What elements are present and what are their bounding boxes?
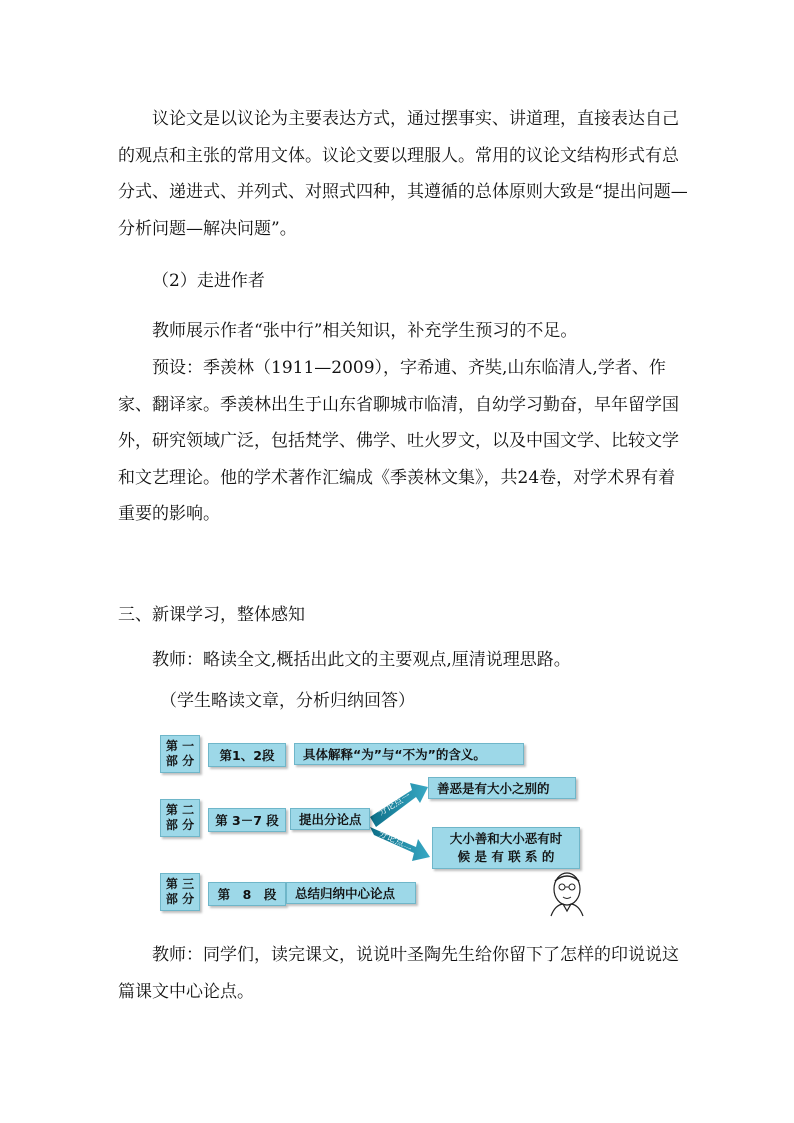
section3-teacher-line: 教师：略读全文,概括出此文的主要观点,厘清说理思路。 — [152, 650, 571, 670]
author-heading: （2）走进作者 — [152, 271, 265, 291]
part2-label: 第 二 部 分 — [160, 799, 200, 837]
part1-label: 第 一 部 分 — [160, 735, 200, 773]
part2-segment: 第 3－7 段 — [208, 808, 286, 832]
part2-statement: 提出分论点 — [290, 808, 370, 830]
structure-diagram — [160, 735, 600, 925]
arrow1-label: 分论点一 — [376, 791, 413, 819]
part1-statement: 具体解释“为”与“不为”的含义。 — [294, 743, 524, 765]
author-portrait-sketch — [543, 869, 591, 917]
part3-label: 第 三 部 分 — [160, 873, 200, 911]
sub-point-1: 善恶是有大小之别的 — [428, 777, 576, 799]
part3-segment: 第 8 段 — [208, 882, 286, 906]
closing-paragraph: 教师：同学们，读完课文，说说叶圣陶先生给你留下了怎样的印说说这篇课文中心论点。 — [118, 945, 679, 1002]
preset-paragraph: 预设：季羡林（1911—2009），字希逋、齐奘,山东临清人,学者、作家、翻译家。季羡林出生于山东省聊城市临清，自幼学习勤奋，早年留学国外，研究领域广泛，包括梵学、佛学、吐火罗文，以及中国文学、比较文学和文艺理论。他的学术著作汇编成《季羡林文集》，共24卷，对学术界有着重要的影响。 — [118, 358, 679, 524]
part1-segment: 第1、2段 — [208, 743, 286, 767]
sub-point-2: 大小善和大小恶有时 候 是 有 联 系 的 — [432, 827, 580, 869]
arrow2-label: 分论点二 — [376, 828, 414, 853]
section3-heading: 三、新课学习，整体感知 — [118, 605, 305, 625]
part3-statement: 总结归纳中心论点 — [286, 882, 416, 904]
section3-student-line: （学生略读文章，分析归纳回答） — [160, 691, 415, 711]
intro-paragraph: 议论文是以议论为主要表达方式，通过摆事实、讲道理，直接表达自己的观点和主张的常用文体。议论文要以理服人。常用的议论文结构形式有总分式、递进式、并列式、对照式四种，其遵循的总体原则大致是“提出问题—分析问题—解决问题”。 — [118, 109, 688, 239]
teacher-author-line: 教师展示作者“张中行”相关知识，补充学生预习的不足。 — [152, 321, 578, 341]
